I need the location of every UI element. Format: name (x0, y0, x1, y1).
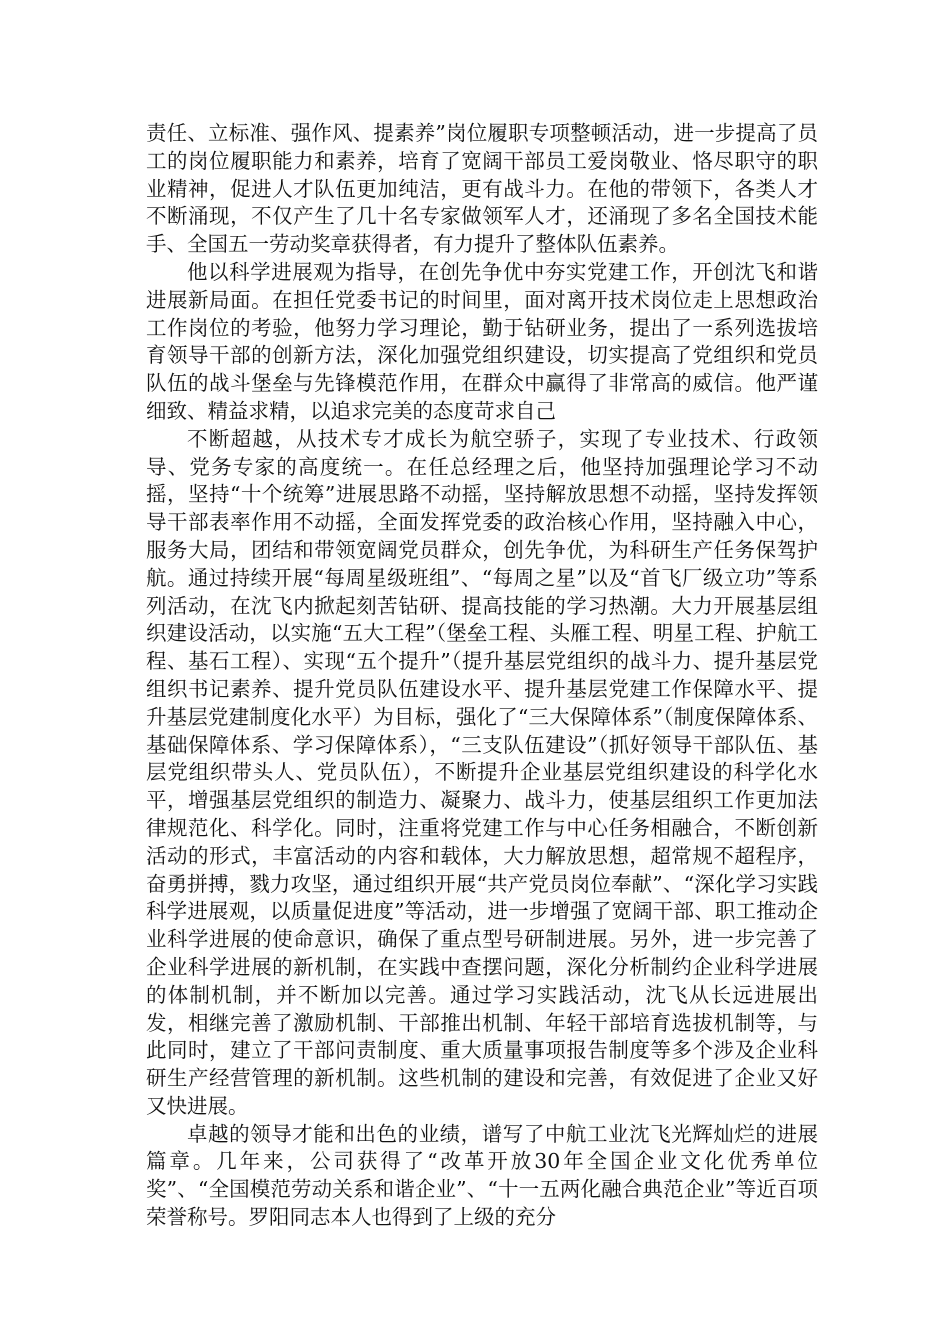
paragraph-4: 卓越的领导才能和出色的业绩，谱写了中航工业沈飞光辉灿烂的进展篇章。几年来，公司获得了“改革开放30年全国企业文化优秀单位奖”、“全国模范劳动关系和谐企业”、“十一五两化融合典范企业”等近百项荣誉称号。罗阳同志本人也得到了上级的充分 (146, 1121, 818, 1230)
document-body (146, 120, 818, 1232)
paragraph-1: 责任、立标准、强作风、提素养”岗位履职专项整顿活动，进一步提高了员工的岗位履职能力和素养，培育了宽阔干部员工爱岗敬业、恪尽职守的职业精神，促进人才队伍更加纯洁，更有战斗力。在他的带领下，各类人才不断涌现，不仅产生了几十名专家做领军人才，还涌现了多名全国技术能手、全国五一劳动奖章获得者，有力提升了整体队伍素养。 (146, 121, 818, 257)
paragraph-2: 他以科学进展观为指导，在创先争优中夯实党建工作，开创沈飞和谐进展新局面。在担任党委书记的时间里，面对离开技术岗位走上思想政治工作岗位的考验，他努力学习理论，勤于钻研业务，提出了一系列选拔培育领导干部的创新方法，深化加强党组织建设，切实提高了党组织和党员队伍的战斗堡垒与先锋模范作用，在群众中赢得了非常高的威信。他严谨细致、精益求精，以追求完美的态度苛求自己 (146, 259, 818, 423)
paragraph-3: 不断超越，从技术专才成长为航空骄子，实现了专业技术、行政领导、党务专家的高度统一。在任总经理之后，他坚持加强理论学习不动摇，坚持“十个统筹”进展思路不动摇，坚持解放思想不动摇，坚持发挥领导干部表率作用不动摇，全面发挥党委的政治核心作用，坚持融入中心，服务大局，团结和带领宽阔党员群众，创先争优，为科研生产任务保驾护航。通过持续开展“每周星级班组”、“每周之星”以及“首飞厂级立功”等系列活动，在沈飞内掀起刻苦钻研、提高技能的学习热潮。大力开展基层组织建设活动，以实施“五大工程”（堡垒工程、头雁工程、明星工程、护航工程、基石工程）、实现“五个提升”（提升基层党组织的战斗力、提升基层党组织书记素养、提升党员队伍建设水平、提升基层党建工作保障水平、提升基层党建制度化水平）为目标，强化了“三大保障体系”（制度保障体系、基础保障体系、学习保障体系），“三支队伍建设”（抓好领导干部队伍、基层党组织带头人、党员队伍），不断提升企业基层党组织建设的科学化水平，增强基层党组织的制造力、凝聚力、战斗力，使基层组织工作更加法律规范化、科学化。同时，注重将党建工作与中心任务相融合，不断创新活动的形式，丰富活动的内容和载体，大力解放思想，超常规不超程序，奋勇拼搏，戮力攻坚，通过组织开展“共产党员岗位奉献”、“深化学习实践科学进展观，以质量促进度”等活动，进一步增强了宽阔干部、职工推动企业科学进展的使命意识，确保了重点型号研制进展。另外，进一步完善了企业科学进展的新机制，在实践中查摆问题，深化分析制约企业科学进展的体制机制，并不断加以完善。通过学习实践活动，沈飞从长远进展出发，相继完善了激励机制、干部推出机制、年轻干部培育选拔机制等，与此同时，建立了干部问责制度、重大质量事项报告制度等多个涉及企业科研生产经营管理的新机制。这些机制的建设和完善，有效促进了企业又好又快进展。 (146, 426, 818, 1118)
